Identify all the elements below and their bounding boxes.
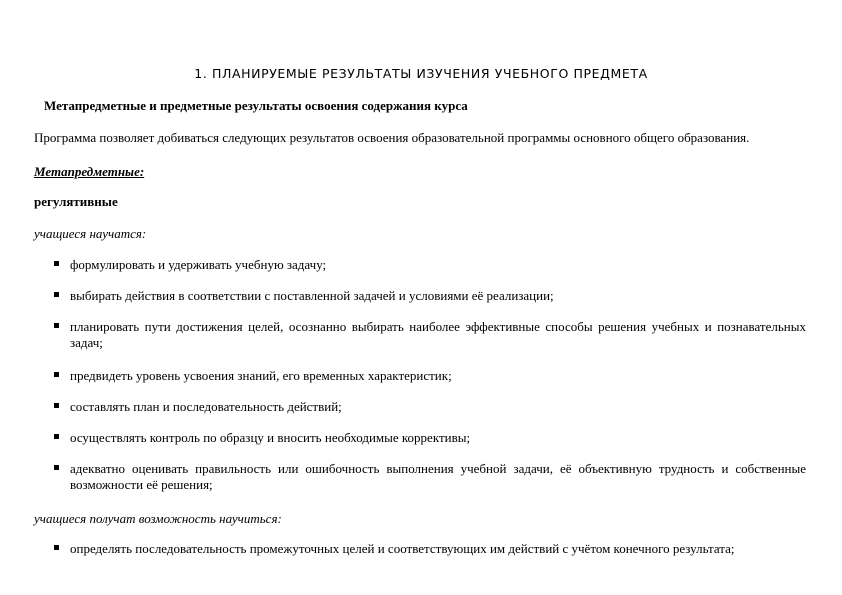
list-item: планировать пути достижения целей, осознанно выбирать наиболее эффективные способы решения учебных и познавательных задач; bbox=[54, 319, 806, 351]
list-item: предвидеть уровень усвоения знаний, его временных характеристик; bbox=[54, 368, 806, 384]
bullet-icon bbox=[54, 465, 59, 470]
bullet-icon bbox=[54, 372, 59, 377]
students-will-learn-label: учащиеся научатся: bbox=[34, 226, 147, 241]
bullet-icon bbox=[54, 292, 59, 297]
bullet-icon bbox=[54, 403, 59, 408]
subheading: Метапредметные и предметные результаты освоения содержания курса bbox=[44, 98, 468, 113]
regulative-label: регулятивные bbox=[34, 194, 118, 209]
list-item: выбирать действия в соответствии с поставленной задачей и условиями её реализации; bbox=[54, 288, 806, 304]
bullet-icon bbox=[54, 323, 59, 328]
list-item: составлять план и последовательность действий; bbox=[54, 399, 806, 415]
list-item: осуществлять контроль по образцу и вносить необходимые коррективы; bbox=[54, 430, 806, 446]
meta-label: Метапредметные: bbox=[34, 164, 145, 179]
list-item: формулировать и удерживать учебную задачу; bbox=[54, 257, 806, 273]
section-heading: 1. ПЛАНИРУЕМЫЕ РЕЗУЛЬТАТЫ ИЗУЧЕНИЯ УЧЕБНОГО ПРЕДМЕТА bbox=[194, 66, 648, 81]
intro-paragraph: Программа позволяет добиваться следующих результатов освоения образовательной программы основного общего образования. bbox=[34, 130, 750, 145]
bullet-icon bbox=[54, 434, 59, 439]
bullet-icon bbox=[54, 545, 59, 550]
list-item: адекватно оценивать правильность или ошибочность выполнения учебной задачи, её объективную трудность и собственные возможности её решения; bbox=[54, 461, 806, 493]
students-opportunity-label: учащиеся получат возможность научиться: bbox=[34, 511, 282, 526]
bullet-icon bbox=[54, 261, 59, 266]
list-item: определять последовательность промежуточных целей и соответствующих им действий с учётом конечного результата; bbox=[54, 541, 806, 557]
